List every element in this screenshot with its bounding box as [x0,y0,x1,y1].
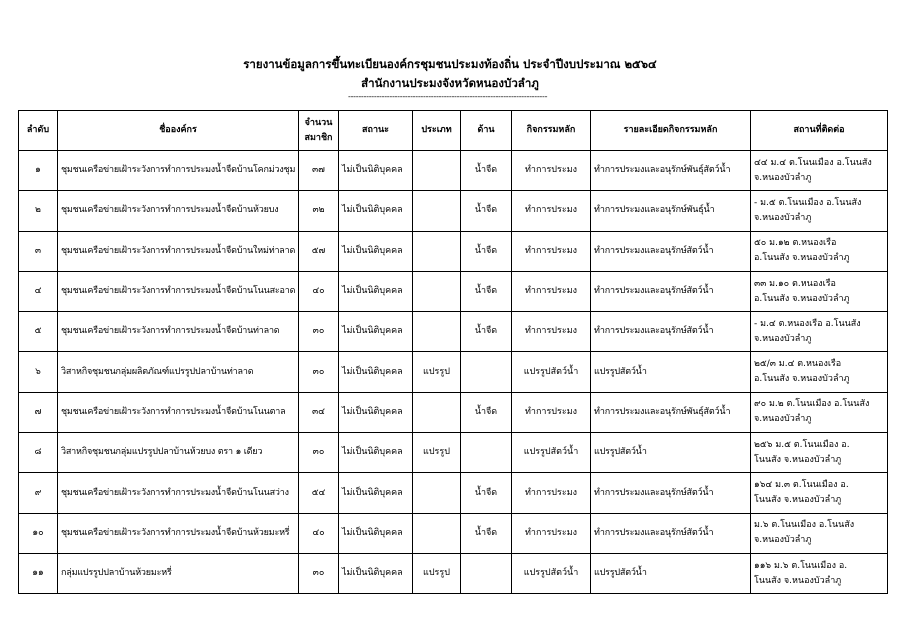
cell-org: ชุมชนเครือข่ายเฝ้าระวังการทำการประมงน้ำจืดบ้านใหม่ท่าลาด [58,231,299,271]
address-line-2: จ.หนองบัวลำภู [754,212,812,223]
address-line-1: ๕๐ ม.๑๒ ต.หนองเรือ [754,238,837,249]
table-row [19,392,888,432]
table-row [19,271,888,311]
cell-address [751,352,888,392]
cell-area: น้ำจืด [461,312,512,352]
cell-address [751,473,888,513]
cell-members: ๕๔ [299,473,339,513]
table-row [19,312,888,352]
cell-activity: ทำการประมง [512,513,591,553]
address-line-2: โนนสัง จ.หนองบัวลำภู [754,454,842,465]
cell-activity: แปรรูปสัตว์น้ำ [512,553,591,593]
address-line-2: โนนสัง จ.หนองบัวลำภู [754,495,842,506]
cell-members: ๓๐ [299,553,339,593]
cell-area: น้ำจืด [461,231,512,271]
cell-members: ๓๐ [299,312,339,352]
cell-seq: ๕ [19,312,58,352]
address-line-1: ๙๐ ม.๒ ต.โนนเมือง อ.โนนสัง [754,399,870,410]
header-address: สถานที่ติดต่อ [751,111,888,151]
address-line-2: จ.หนองบัวลำภู [754,535,812,546]
cell-seq: ๘ [19,433,58,473]
address-line-2: อ.โนนสัง จ.หนองบัวลำภู [754,293,850,304]
header-members [299,111,339,151]
cell-members: ๓๔ [299,392,339,432]
cell-type [413,392,461,432]
address-line-1: ๑๖๔ ม.๓ ต.โนนเมือง อ. [754,480,849,491]
address-line-2: อ.โนนสัง จ.หนองบัวลำภู [754,374,850,385]
cell-detail: ทำการประมงและอนุรักษ์สัตว์น้ำ [591,312,751,352]
cell-address [751,513,888,553]
address-line-2: จ.หนองบัวลำภู [754,172,812,183]
cell-activity: ทำการประมง [512,473,591,513]
cell-status: ไม่เป็นนิติบุคคล [339,433,413,473]
cell-type [413,473,461,513]
cell-members: ๔๐ [299,513,339,553]
cell-org: กลุ่มแปรรูปปลาบ้านห้วยมะหรี่ [58,553,299,593]
cell-activity: แปรรูปสัตว์น้ำ [512,433,591,473]
cell-status: ไม่เป็นนิติบุคคล [339,231,413,271]
cell-area [461,553,512,593]
address-line-2: โนนสัง จ.หนองบัวลำภู [754,575,842,586]
cell-activity: แปรรูปสัตว์น้ำ [512,352,591,392]
address-line-1: - ม.๔ ต.หนองเรือ อ.โนนสัง [754,318,861,329]
cell-type [413,191,461,231]
cell-members: ๕๗ [299,231,339,271]
cell-seq: ๗ [19,392,58,432]
cell-address [751,191,888,231]
registration-table [18,110,888,594]
title-underline: ----------------------------------------------------------------------------- [348,92,548,101]
address-line-1: ๒๕๖ ม.๕ ต.โนนเมือง อ. [754,439,850,450]
cell-address [751,433,888,473]
cell-status: ไม่เป็นนิติบุคคล [339,312,413,352]
table-row [19,473,888,513]
cell-address [751,312,888,352]
header-activity: กิจกรรมหลัก [512,111,591,151]
cell-status: ไม่เป็นนิติบุคคล [339,473,413,513]
cell-detail: ทำการประมงและอนุรักษ์สัตว์น้ำ [591,513,751,553]
header-members-line1: จำนวน [304,117,333,128]
cell-org: ชุมชนเครือข่ายเฝ้าระวังการทำการประมงน้ำจืดบ้านท่าลาด [58,312,299,352]
cell-status: ไม่เป็นนิติบุคคล [339,352,413,392]
cell-seq: ๑๐ [19,513,58,553]
cell-activity: ทำการประมง [512,392,591,432]
cell-seq: ๑๑ [19,553,58,593]
cell-members: ๓๐ [299,433,339,473]
cell-status: ไม่เป็นนิติบุคคล [339,191,413,231]
address-line-2: จ.หนองบัวลำภู [754,414,812,425]
table-header-row [19,111,888,151]
cell-members: ๓๒ [299,191,339,231]
cell-detail: ทำการประมงและอนุรักษ์สัตว์น้ำ [591,473,751,513]
address-line-1: ๓๓ ม.๑๐ ต.หนองเรือ [754,278,836,289]
cell-type [413,151,461,191]
address-line-1: ม.๖ ต.โนนเมือง อ.โนนสัง [754,520,855,531]
cell-status: ไม่เป็นนิติบุคคล [339,392,413,432]
cell-area: น้ำจืด [461,513,512,553]
table-row [19,513,888,553]
cell-org: ชุมชนเครือข่ายเฝ้าระวังการทำการประมงน้ำจืดบ้านห้วยบง [58,191,299,231]
address-line-1: ๒๕/๓ ม.๔ ต.หนองเรือ [754,359,842,370]
header-status: สถานะ [339,111,413,151]
address-line-1: ๑๑๖ ม.๖ ต.โนนเมือง อ. [754,560,848,571]
cell-type [413,513,461,553]
cell-area: น้ำจืด [461,271,512,311]
cell-detail: แปรรูปสัตว์น้ำ [591,433,751,473]
address-line-1: ๔๔ ม.๔ ต.โนนเมือง อ.โนนสัง [754,157,872,168]
header-area: ด้าน [461,111,512,151]
cell-area [461,352,512,392]
header-seq: ลำดับ [19,111,58,151]
cell-org: ชุมชนเครือข่ายเฝ้าระวังการทำการประมงน้ำจืดบ้านโคกม่วงชุม [58,151,299,191]
cell-area: น้ำจืด [461,191,512,231]
cell-detail: แปรรูปสัตว์น้ำ [591,553,751,593]
table-row [19,352,888,392]
cell-seq: ๖ [19,352,58,392]
header-type: ประเภท [413,111,461,151]
cell-detail: แปรรูปสัตว์น้ำ [591,352,751,392]
cell-area: น้ำจืด [461,473,512,513]
cell-seq: ๓ [19,231,58,271]
cell-address [751,392,888,432]
cell-org: วิสาหกิจชุมชนกลุ่มแปรรูปปลาบ้านห้วยบง ตรา ๑ เดียว [58,433,299,473]
cell-activity: ทำการประมง [512,312,591,352]
cell-members: ๔๐ [299,271,339,311]
cell-activity: ทำการประมง [512,191,591,231]
cell-address [751,231,888,271]
table-row [19,553,888,593]
cell-detail: ทำการประมงและอนุรักษ์พันธุ์น้ำ [591,191,751,231]
cell-org: ชุมชนเครือข่ายเฝ้าระวังการทำการประมงน้ำจืดบ้านโนนตาล [58,392,299,432]
cell-status: ไม่เป็นนิติบุคคล [339,513,413,553]
cell-address [751,271,888,311]
address-line-2: อ.โนนสัง จ.หนองบัวลำภู [754,253,850,264]
cell-detail: ทำการประมงและอนุรักษ์สัตว์น้ำ [591,231,751,271]
cell-area: น้ำจืด [461,151,512,191]
table-row [19,433,888,473]
header-org: ชื่อองค์กร [58,111,299,151]
cell-status: ไม่เป็นนิติบุคคล [339,151,413,191]
cell-area [461,433,512,473]
cell-status: ไม่เป็นนิติบุคคล [339,553,413,593]
cell-type [413,231,461,271]
cell-type: แปรรูป [413,352,461,392]
cell-org: ชุมชนเครือข่ายเฝ้าระวังการทำการประมงน้ำจืดบ้านโนนสว่าง [58,473,299,513]
cell-seq: ๑ [19,151,58,191]
cell-type: แปรรูป [413,553,461,593]
cell-detail: ทำการประมงและอนุรักษ์พันธุ์สัตว์น้ำ [591,392,751,432]
cell-activity: ทำการประมง [512,271,591,311]
cell-type [413,312,461,352]
cell-members: ๓๗ [299,151,339,191]
cell-detail: ทำการประมงและอนุรักษ์สัตว์น้ำ [591,271,751,311]
table-row [19,191,888,231]
address-line-2: จ.หนองบัวลำภู [754,333,812,344]
cell-type [413,271,461,311]
cell-seq: ๙ [19,473,58,513]
report-subtitle: สำนักงานประมงจังหวัดหนองบัวลำภู [361,76,539,90]
cell-address [751,151,888,191]
header-members-line2: สมาชิก [304,132,333,143]
cell-org: ชุมชนเครือข่ายเฝ้าระวังการทำการประมงน้ำจืดบ้านโนนสะอาด [58,271,299,311]
cell-org: วิสาหกิจชุมชนกลุ่มผลิตภัณฑ์แปรรูปปลาบ้านท่าลาด [58,352,299,392]
cell-detail: ทำการประมงและอนุรักษ์พันธุ์สัตว์น้ำ [591,151,751,191]
cell-seq: ๒ [19,191,58,231]
table-row [19,231,888,271]
cell-seq: ๔ [19,271,58,311]
report-title: รายงานข้อมูลการขึ้นทะเบียนองค์กรชุมชนประมงท้องถิ่น ประจำปีงบประมาณ ๒๕๖๔ [243,57,657,71]
cell-activity: ทำการประมง [512,231,591,271]
cell-members: ๓๐ [299,352,339,392]
cell-type: แปรรูป [413,433,461,473]
header-detail: รายละเอียดกิจกรรมหลัก [591,111,751,151]
cell-org: ชุมชนเครือข่ายเฝ้าระวังการทำการประมงน้ำจืดบ้านห้วยมะหรี่ [58,513,299,553]
cell-activity: ทำการประมง [512,151,591,191]
cell-address [751,553,888,593]
cell-area: น้ำจืด [461,392,512,432]
table-row [19,151,888,191]
address-line-1: - ม.๕ ต.โนนเมือง อ.โนนสัง [754,197,862,208]
cell-status: ไม่เป็นนิติบุคคล [339,271,413,311]
